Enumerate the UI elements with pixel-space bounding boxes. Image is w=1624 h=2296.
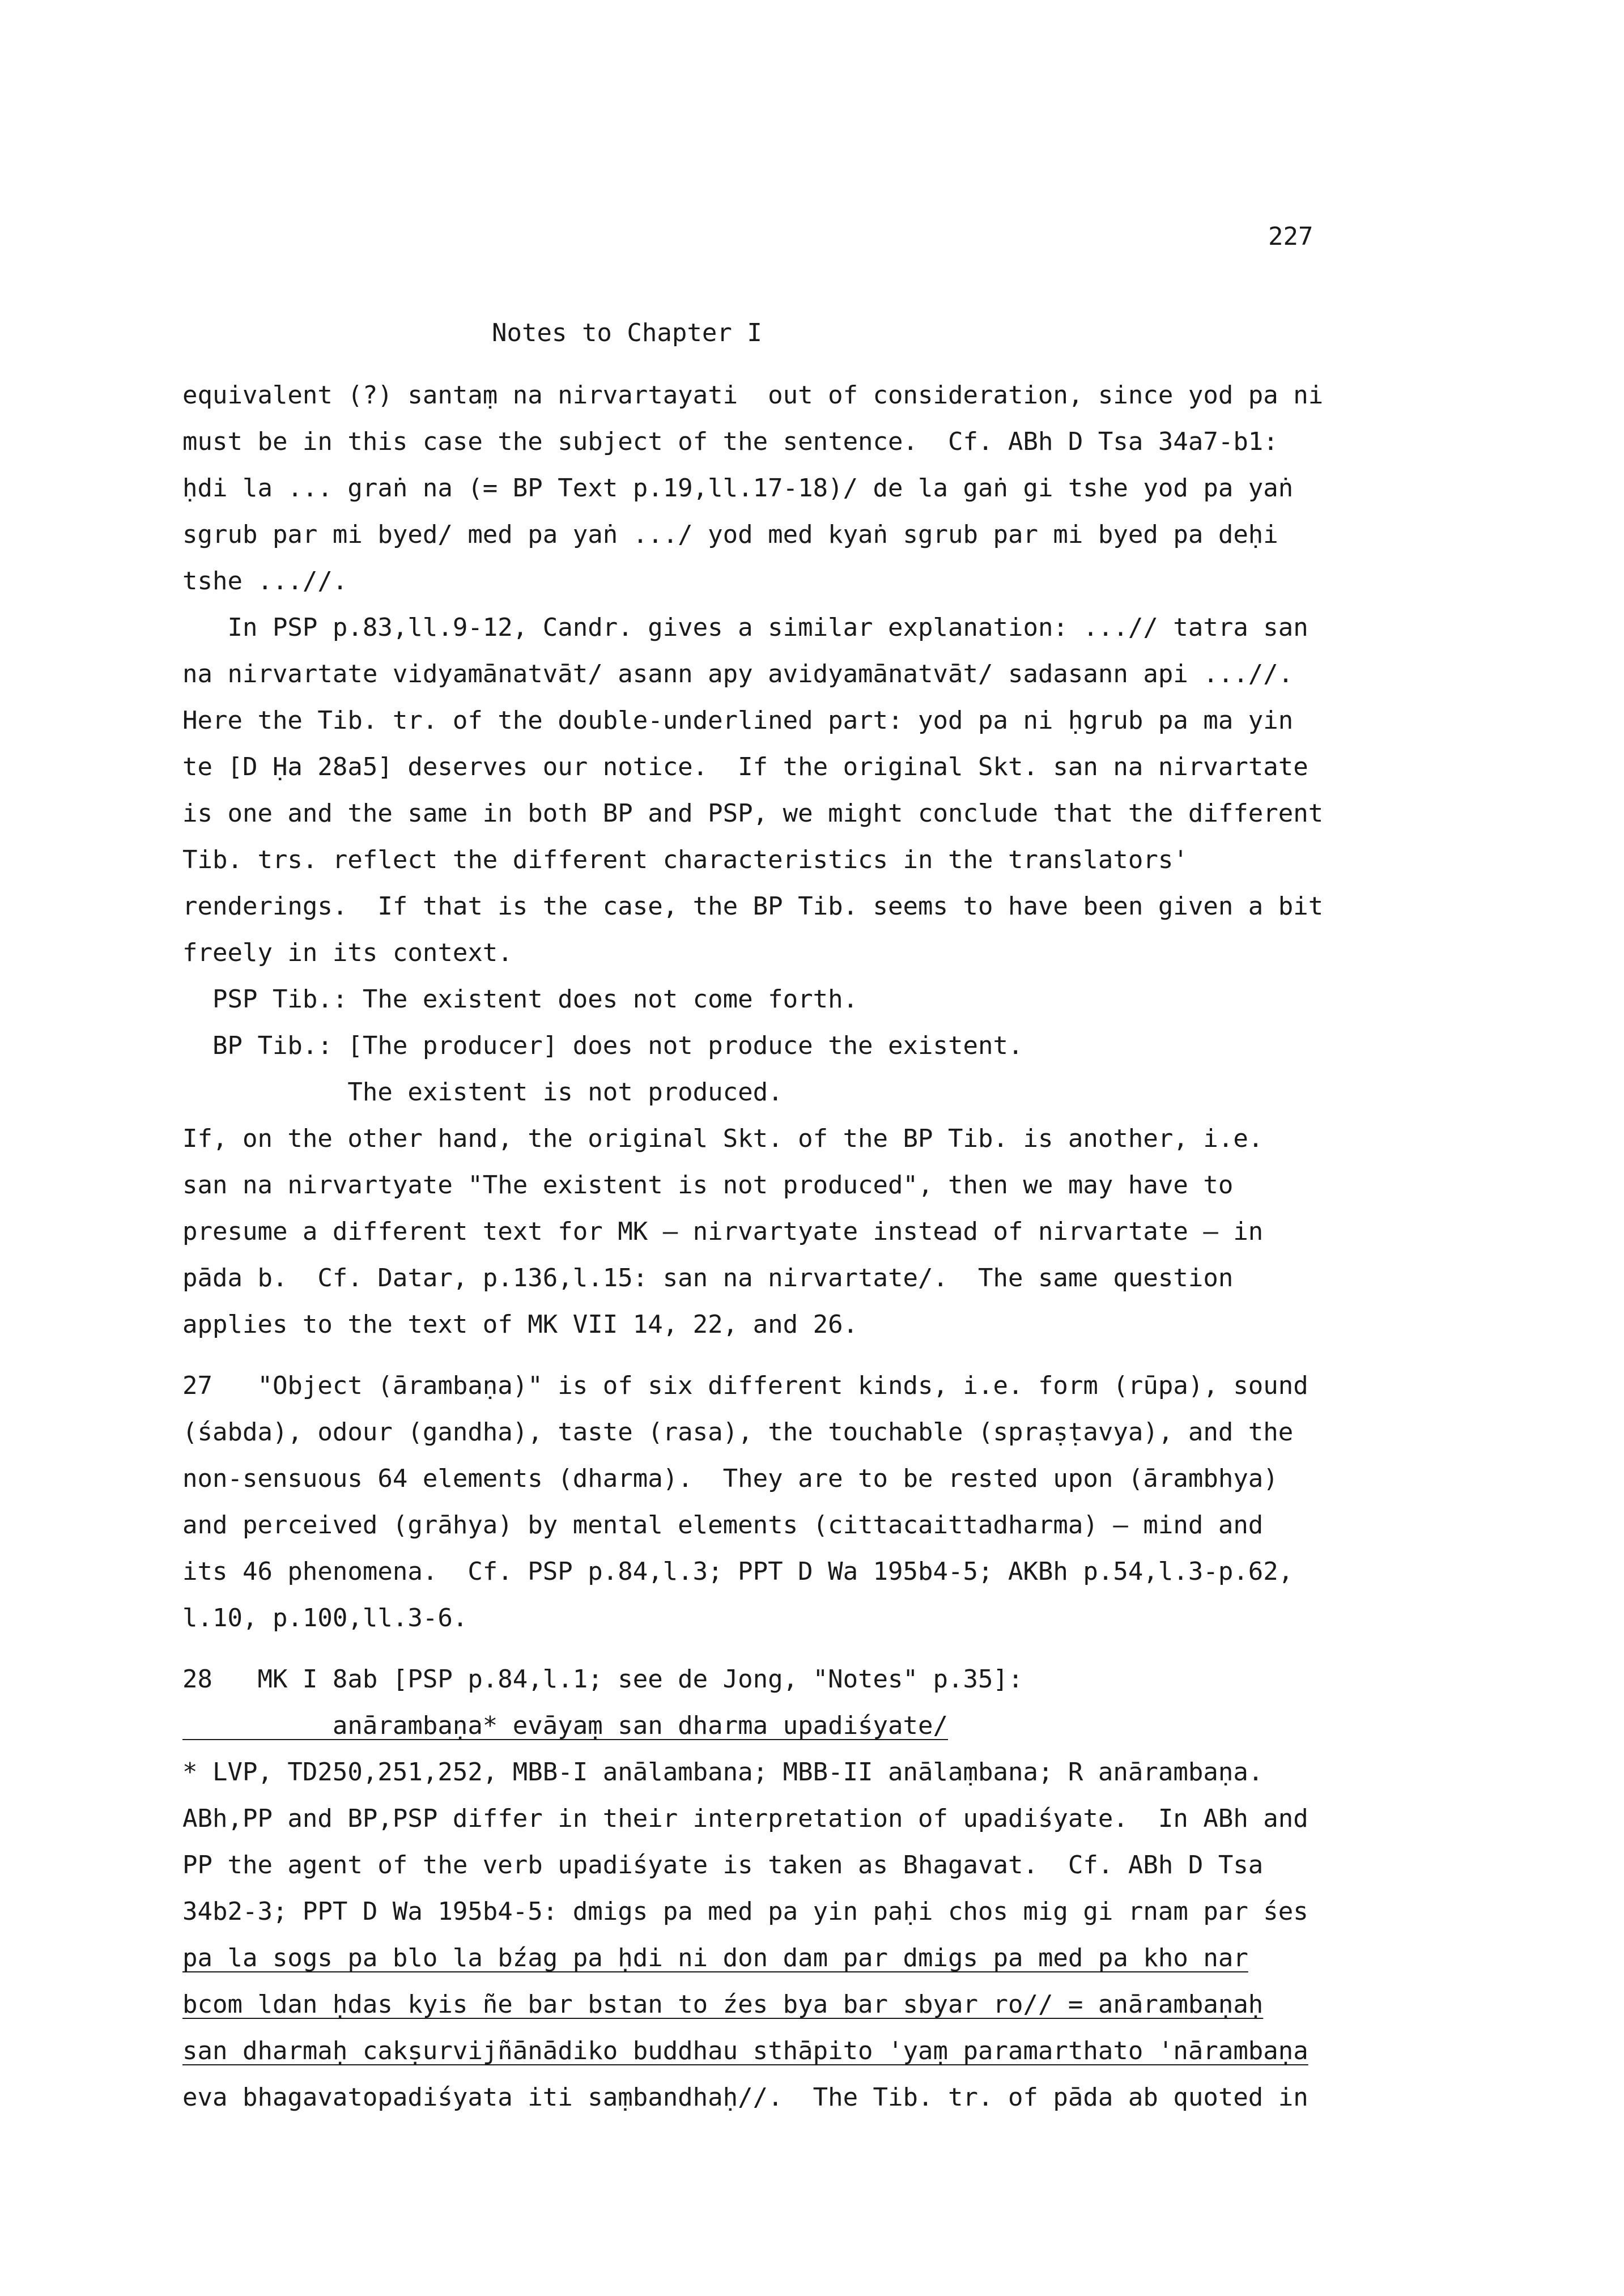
text-line: PSP Tib.: The existent does not come forth. [182,985,858,1014]
tibetan-quote-line: bcom ldan ḥdas kyis ñe bar bstan to źes bya bar sbyar ro// = anārambaṇaḥ [182,1990,1264,2019]
text-line: In PSP p.83,ll.9-12, Candr. gives a similar explanation: ...// tatra san [182,613,1308,642]
text-line: pāda b. Cf. Datar, p.136,l.15: san na nirvartate/. The same question [182,1264,1234,1292]
verse-line: anārambaṇa* evāyaṃ san dharma upadiśyate/ [182,1711,949,1740]
text-line: (śabda), odour (gandha), taste (rasa), the touchable (spraṣṭavya), and the [182,1418,1294,1447]
text-line: freely in its context. [182,938,513,967]
chapter-heading: Notes to Chapter I [492,318,762,347]
text-line: presume a different text for MK — nirvartyate instead of nirvartate — in [182,1217,1264,1246]
text-line: ABh,PP and BP,PSP differ in their interpretation of upadiśyate. In ABh and [182,1804,1308,1833]
text-line: PP the agent of the verb upadiśyate is taken as Bhagavat. Cf. ABh D Tsa [182,1851,1264,1880]
footnote-line: * LVP, TD250,251,252, MBB-I anālambana; MBB-II anālaṃbana; R anārambaṇa. [182,1758,1264,1787]
text-line: 34b2-3; PPT D Wa 195b4-5: dmigs pa med pa yin paḥi chos mig gi rnam par śes [182,1897,1308,1926]
text-line: tshe ...//. [182,567,348,596]
text-line: and perceived (grāhya) by mental elements (cittacaittadharma) — mind and [182,1511,1264,1540]
text-line: BP Tib.: [The producer] does not produce the existent. [182,1031,1023,1060]
text-line: l.10, p.100,ll.3-6. [182,1604,468,1632]
text-line: na nirvartate vidyamānatvāt/ asann apy avidyamānatvāt/ sadasann api ...//. [182,660,1294,688]
text-line: eva bhagavatopadiśyata iti saṃbandhaḥ//. The Tib. tr. of pāda ab quoted in [182,2083,1308,2112]
text-line: Tib. trs. reflect the different characteristics in the translators' [182,845,1188,874]
note-27-line: 27 "Object (ārambaṇa)" is of six different kinds, i.e. form (rūpa), sound [182,1371,1308,1400]
text-line: ḥdi la ... graṅ na (= BP Text p.19,ll.17-18)/ de la gaṅ gi tshe yod pa yaṅ [182,474,1294,503]
text-line: san na nirvartyate "The existent is not produced", then we may have to [182,1171,1234,1200]
text-line: must be in this case the subject of the sentence. Cf. ABh D Tsa 34a7-b1: [182,427,1278,456]
text-line: renderings. If that is the case, the BP Tib. seems to have been given a bit [182,892,1324,921]
text-line: is one and the same in both BP and PSP, we might conclude that the different [182,799,1324,828]
text-line: non-sensuous 64 elements (dharma). They are to be rested upon (ārambhya) [182,1464,1278,1493]
text-line: its 46 phenomena. Cf. PSP p.84,l.3; PPT D Wa 195b4-5; AKBh p.54,l.3-p.62, [182,1557,1294,1586]
note-28-line: 28 MK I 8ab [PSP p.84,l.1; see de Jong, "Notes" p.35]: [182,1665,1023,1694]
tibetan-quote-line: pa la sogs pa blo la bźag pa ḥdi ni don dam par dmigs pa med pa kho nar [182,1944,1248,1972]
text-line: sgrub par mi byed/ med pa yaṅ .../ yod med kyaṅ sgrub par mi byed pa deḥi [182,520,1278,549]
text-line: equivalent (?) santaṃ na nirvartayati out of consideration, since yod pa ni [182,381,1324,410]
text-line: Here the Tib. tr. of the double-underlined part: yod pa ni ḥgrub pa ma yin [182,706,1294,735]
text-line: The existent is not produced. [182,1078,783,1107]
page-number: 227 [1268,222,1313,251]
sanskrit-quote-line: san dharmaḥ cakṣurvijñānādiko buddhau sthāpito 'yaṃ paramarthato 'nārambaṇa [182,2036,1308,2065]
text-line: If, on the other hand, the original Skt. of the BP Tib. is another, i.e. [182,1124,1264,1153]
text-line: applies to the text of MK VII 14, 22, and 26. [182,1310,858,1339]
text-line: te [D Ḥa 28a5] deserves our notice. If the original Skt. san na nirvartate [182,752,1308,781]
